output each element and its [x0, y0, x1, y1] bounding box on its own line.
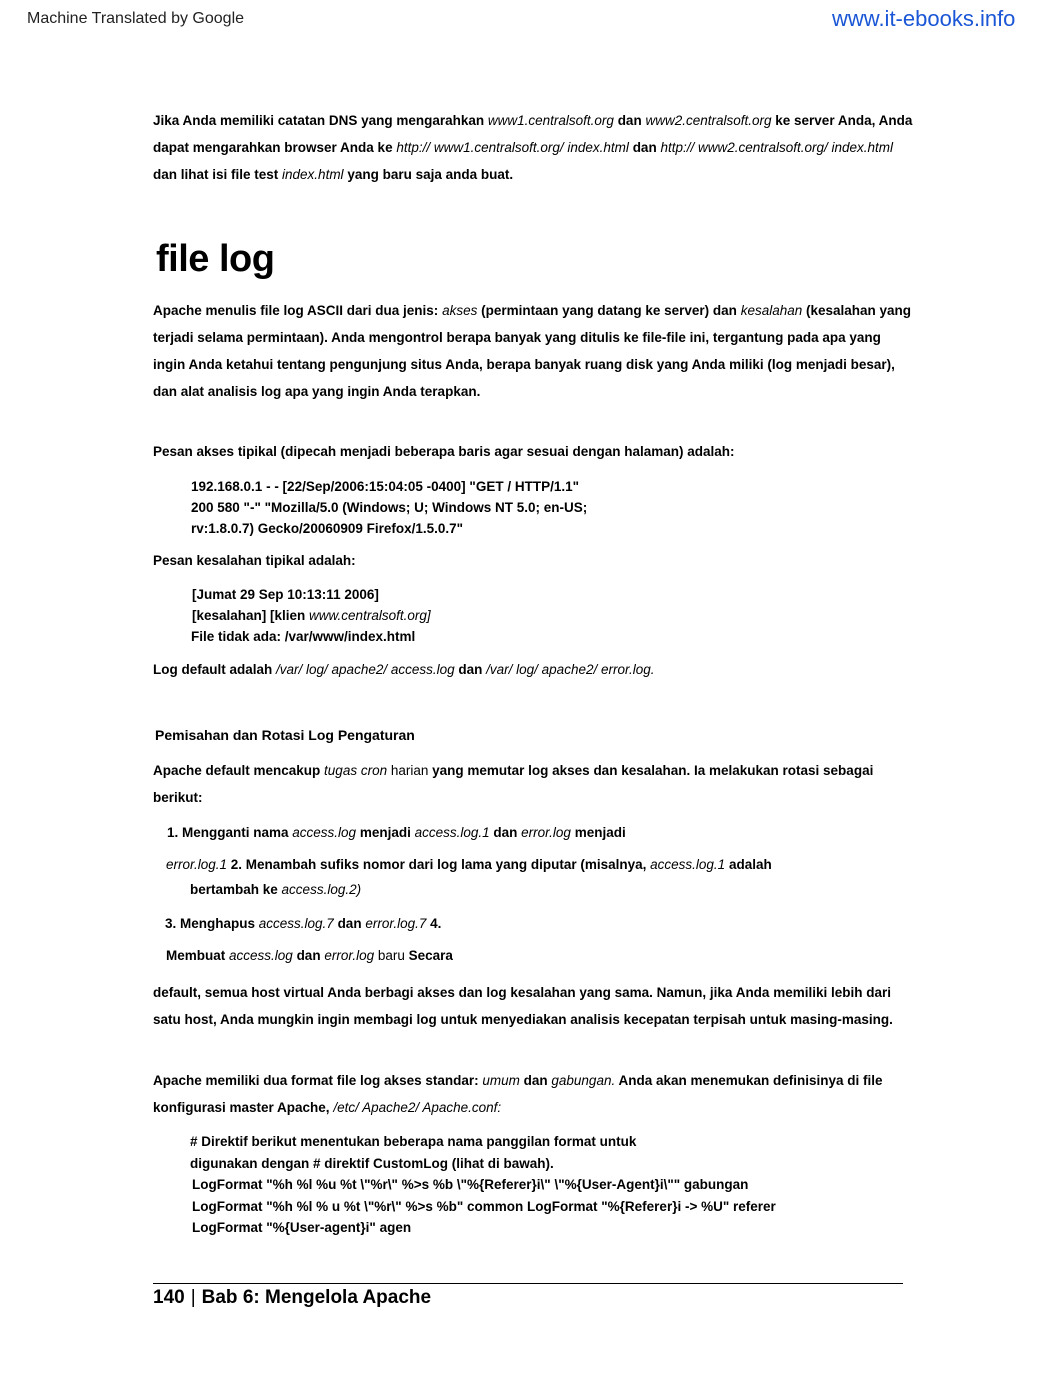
page-footer: 140 | Bab 6: Mengelola Apache: [153, 1287, 432, 1308]
code-line: File tidak ada: /var/www/index.html: [191, 629, 416, 644]
code-line: LogFormat "%{User-agent}i" agen: [192, 1220, 412, 1235]
footer-rule: [153, 1283, 903, 1284]
list-item: 3. Menghapus access.log.7 dan error.log.7 4.: [165, 916, 442, 931]
domain-www1: www1.centralsoft.org: [487, 113, 614, 128]
code-line: LogFormat "%h %l % u %t \"%r\" %>s %b" common LogFormat "%{Referer}i -> %U" referer: [192, 1198, 776, 1214]
code-line: 192.168.0.1 - - [22/Sep/2006:15:04:05 -0400] "GET / HTTP/1.1": [191, 479, 579, 494]
access-message-intro: Pesan akses tipikal (dipecah menjadi beberapa baris agar sesuai dengan halaman) adalah:: [153, 444, 735, 459]
section-heading: file log: [156, 238, 275, 280]
code-line: rv:1.8.0.7) Gecko/20060909 Firefox/1.5.0.7": [191, 521, 464, 536]
error-log-example: [192, 584, 431, 647]
config-example: [190, 1131, 776, 1239]
list-item: 1. Mengganti nama access.log menjadi access.log.1 dan error.log menjadi: [167, 825, 626, 840]
page-number: 140: [153, 1287, 185, 1308]
rotation-paragraph: Apache default mencakup tugas cron harian yang memutar log akses dan kesalahan. Ia melakukan rotasi sebagai berikut:: [153, 763, 874, 805]
file-name: index.html: [282, 167, 344, 182]
code-line: [kesalahan] [klien www.centralsoft.org]: [192, 608, 431, 623]
virtual-host-paragraph: default, semua host virtual Anda berbagi akses dan log kesalahan yang sama. Namun, jika Anda memiliki lebih dari satu host, Anda mungkin ingin membagi log untuk menyediakan analisis kecepatan terpisah untuk masing-masing.: [153, 985, 893, 1027]
subsection-heading: Pemisahan dan Rotasi Log Pengaturan: [155, 727, 415, 743]
list-item: Membuat access.log dan error.log baru Secara: [166, 948, 453, 963]
error-message-intro: Pesan kesalahan tipikal adalah:: [153, 553, 356, 568]
code-line: 200 580 "-" "Mozilla/5.0 (Windows; U; Windows NT 5.0; en-US;: [191, 500, 588, 515]
translation-notice: Machine Translated by Google: [27, 10, 245, 27]
code-line: LogFormat "%h %l %u %t \"%r\" %>s %b \"%{Referer}i\" \"%{User-Agent}i\"" gabungan: [192, 1177, 749, 1192]
chapter-title: Bab 6: Mengelola Apache: [201, 1287, 432, 1308]
list-item: error.log.1 2. Menambah sufiks nomor dari log lama yang diputar (misalnya, access.log.1 adalah: [166, 857, 772, 872]
code-line: [Jumat 29 Sep 10:13:11 2006]: [192, 587, 379, 602]
site-link[interactable]: www.it-ebooks.info: [832, 6, 1016, 31]
list-item: bertambah ke access.log.2): [190, 882, 362, 897]
domain-www2: www2.centralsoft.org: [645, 113, 772, 128]
url-www1: http:// www1.centralsoft.org/ index.html: [396, 140, 629, 155]
log-format-paragraph: Apache memiliki dua format file log akses standar: umum dan gabungan. Anda akan menemukan definisinya di file konfigurasi master Apache, /etc/ Apache2/ Apache.conf:: [153, 1073, 883, 1115]
url-www2: http:// www2.centralsoft.org/ index.html: [660, 140, 894, 155]
default-log-line: Log default adalah /var/ log/ apache2/ access.log dan /var/ log/ apache2/ error.log.: [153, 662, 655, 677]
log-types-paragraph: Apache menulis file log ASCII dari dua jenis: akses (permintaan yang datang ke server) dan kesalahan (kesalahan yang terjadi selama permintaan). Anda mengontrol berapa banyak yang ditulis ke file-file ini, tergantung pada apa yang ingin Anda ketahui tentang pengunjung situs Anda, berapa banyak ruang disk yang Anda miliki (log menjadi besar), dan alat analisis log apa yang ingin Anda terapkan.: [153, 303, 912, 399]
code-line: # Direktif berikut menentukan beberapa nama panggilan format untuk: [190, 1134, 637, 1149]
intro-paragraph: Jika Anda memiliki catatan DNS yang mengarahkan www1.centralsoft.org dan www2.centralsoft.org ke server Anda, Anda dapat mengarahkan browser Anda ke http:// www1.centralsoft.org/ index.html dan http:// www2.centralsoft.org/ index.html dan lihat isi file test index.html yang baru saja anda buat.: [153, 113, 913, 182]
access-log-example: [191, 476, 587, 539]
code-line: digunakan dengan # direktif CustomLog (lihat di bawah).: [190, 1155, 554, 1171]
